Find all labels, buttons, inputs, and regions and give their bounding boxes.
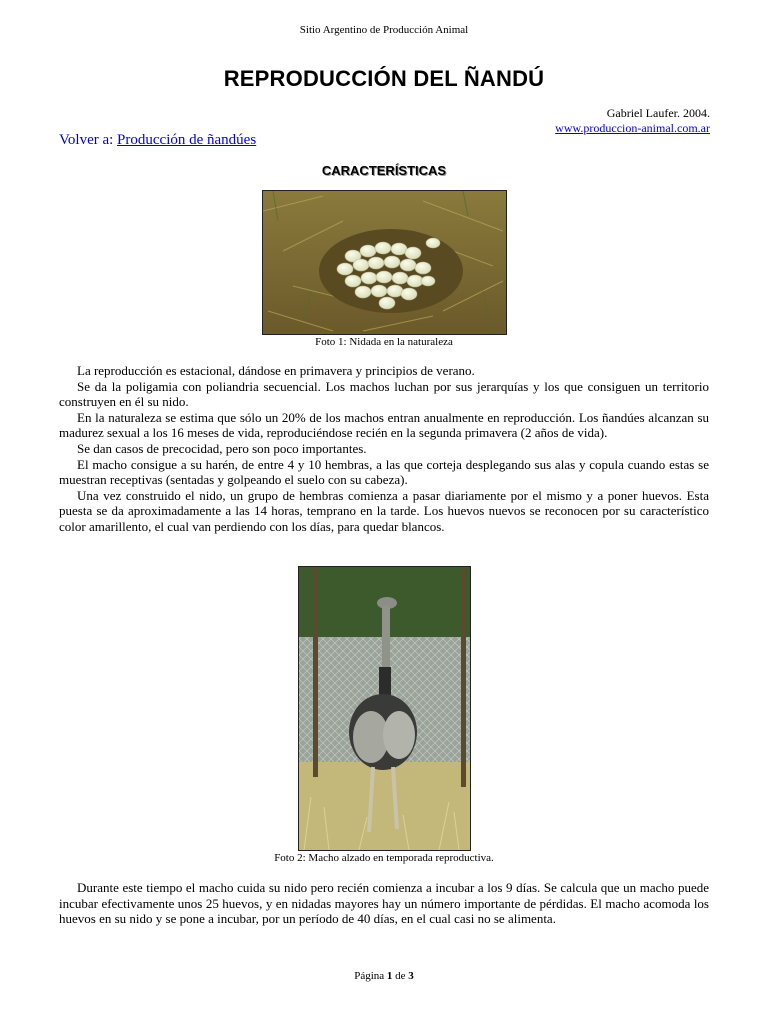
paragraph: En la naturaleza se estima que sólo un 20% de los machos entran anualmente en reproducción. Los ñandúes alcanzan su madurez sexual a los 16 meses de vida, reproduciéndose recién en la segunda primavera (2 años de vida). — [59, 409, 709, 441]
paragraph: Se dan casos de precocidad, pero son poco importantes. — [77, 440, 367, 456]
photo-nest — [262, 190, 507, 335]
author-block — [555, 106, 710, 136]
back-link[interactable]: Producción de ñandúes — [117, 132, 257, 148]
footer-sep: de — [395, 970, 406, 982]
author-line: Gabriel Laufer. 2004. — [606, 106, 710, 120]
website-link[interactable]: www.produccion-animal.com.ar — [555, 121, 710, 135]
back-prefix: Volver a: — [59, 132, 114, 148]
paragraph: Se da la poligamia con poliandria secuencial. Los machos luchan por sus jerarquías y los que consiguen un territorio construyen en él su nido. — [59, 378, 709, 410]
paragraph: La reproducción es estacional, dándose en primavera y principios de verano. — [77, 363, 475, 378]
paragraph: El macho consigue a su harén, de entre 4 y 10 hembras, a las que corteja desplegando sus alas y copula cuando estas se muestran receptivas (sentadas y golpeando el suelo con su cabeza). — [59, 456, 709, 488]
section-title: CARACTERÍSTICAS — [321, 163, 447, 178]
body-text-1 — [59, 363, 709, 535]
footer-total-pages: 3 — [408, 970, 414, 982]
photo1-caption: Foto 1: Nidada en la naturaleza — [315, 336, 453, 348]
nest-image — [263, 191, 506, 334]
footer-prefix: Página — [354, 970, 385, 982]
page-title: REPRODUCCIÓN DEL ÑANDÚ — [223, 66, 545, 91]
body-text-2 — [59, 880, 709, 927]
site-header: Sitio Argentino de Producción Animal — [299, 24, 469, 36]
rhea-image — [299, 567, 470, 850]
paragraph: Una vez construido el nido, un grupo de hembras comienza a pasar diariamente por el mismo y a poner huevos. Esta puesta se da aproximadamente a las 14 horas, temprano en la tarde. Los huevos nuevos se reconocen por su característico color amarillento, el cual van perdiendo con los días, para quedar blancos. — [59, 487, 709, 534]
photo2-caption: Foto 2: Macho alzado en temporada reproductiva. — [274, 852, 494, 864]
paragraph: Durante este tiempo el macho cuida su nido pero recién comienza a incubar a los 9 días. Se calcula que un macho puede incubar efectivamente unos 25 huevos, y en nidadas mayores hay un número importante de pérdidas. El macho acomoda los huevos en su nido y se pone a incubar, por un período de 40 días, en el cual casi no se alimenta. — [59, 880, 709, 927]
back-nav — [59, 132, 256, 149]
photo-rhea — [298, 566, 471, 851]
footer-current-page: 1 — [386, 970, 393, 982]
page-footer — [0, 970, 768, 982]
